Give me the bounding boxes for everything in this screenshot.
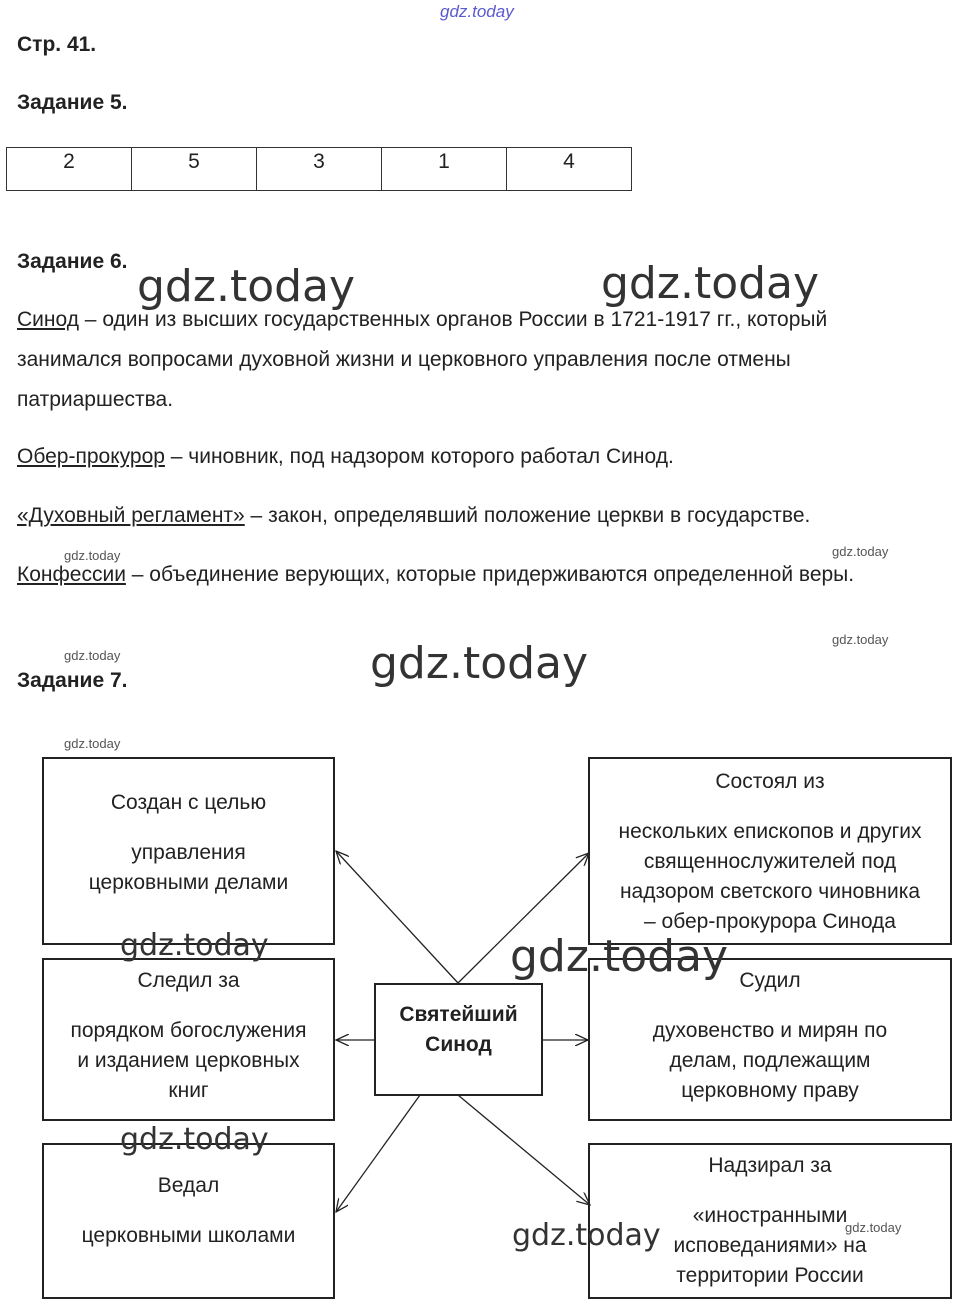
box-line: духовенство и мирян по (652, 1019, 888, 1042)
box-heading: Состоял из (715, 770, 825, 793)
watermark-small: gdz.today (832, 632, 889, 647)
watermark-small: gdz.today (64, 648, 121, 663)
box-line: книг (168, 1079, 209, 1102)
center-line: Синод (425, 1033, 492, 1056)
box-heading: Следил за (137, 969, 240, 992)
box-line: делам, подлежащим (669, 1049, 871, 1072)
box-heading: Ведал (157, 1174, 220, 1197)
box-judged (588, 958, 952, 1121)
box-line: церковными школами (81, 1224, 296, 1247)
box-managed (42, 1143, 335, 1299)
definition-text: – один из высших государственных органов России в 1721-1917 гг., который занимался вопросами духовной жизни и церковного управления после отмены патриаршества. (17, 308, 828, 411)
box-heading: Создан с целью (110, 791, 267, 814)
answer-cell: 2 (7, 148, 132, 191)
answer-cell: 3 (257, 148, 382, 191)
box-heading: Надзирал за (708, 1154, 832, 1177)
arrow-top-left (336, 851, 458, 983)
box-line: церковному праву (681, 1079, 859, 1102)
term-link: Обер-прокурор (17, 445, 165, 468)
watermark-large: gdz.today (601, 258, 820, 309)
box-created-for (42, 757, 335, 945)
box-line: священнослужителей под (643, 850, 897, 873)
box-line: исповеданиями» на (673, 1234, 867, 1257)
box-line: управления (131, 841, 246, 864)
box-line: церковными делами (88, 871, 289, 894)
answer-cell: 4 (507, 148, 632, 191)
definition-text: – объединение верующих, которые придерживаются определенной веры. (125, 563, 855, 586)
definition-text: – закон, определявший положение церкви в государстве. (244, 504, 811, 527)
answer-cell: 1 (382, 148, 507, 191)
term-link: «Духовный регламент» (17, 504, 245, 527)
box-line: территории России (676, 1264, 864, 1287)
box-line: надзором светского чиновника (619, 880, 921, 903)
box-line: нескольких епископов и других (618, 820, 922, 843)
arrow-bot-right (458, 1095, 590, 1205)
box-heading: Судил (739, 969, 801, 992)
watermark-large: gdz.today (510, 931, 729, 982)
watermark-small: gdz.today (832, 544, 889, 559)
task5-heading: Задание 5. (17, 91, 128, 114)
watermark-large: gdz.today (120, 928, 269, 963)
arrow-bot-left (336, 1095, 420, 1212)
answer-cell: 5 (132, 148, 257, 191)
page-reference: Стр. 41. (17, 33, 97, 56)
box-holy-synod (374, 983, 543, 1096)
box-line: – обер-прокурора Синода (644, 910, 896, 933)
box-line: порядком богослужения (70, 1019, 307, 1042)
term-link: Конфессии (17, 563, 126, 586)
box-supervised (42, 958, 335, 1121)
term-link: Синод (17, 308, 79, 331)
watermark-large: gdz.today (370, 638, 589, 689)
task6-heading: Задание 6. (17, 250, 128, 273)
watermark-large: gdz.today (512, 1218, 661, 1253)
definition-text: – чиновник, под надзором которого работал Синод. (164, 445, 674, 468)
box-line: и изданием церковных (77, 1049, 300, 1072)
box-consisted-of (588, 757, 952, 945)
watermark-top: gdz.today (440, 2, 514, 21)
watermark-large: gdz.today (120, 1122, 269, 1157)
watermark-small: gdz.today (64, 736, 121, 751)
box-line: «иностранными (692, 1204, 848, 1227)
task7-heading: Задание 7. (17, 669, 128, 692)
watermark-small: gdz.today (64, 548, 121, 563)
center-line: Святейший (399, 1003, 518, 1026)
watermark-small: gdz.today (845, 1220, 902, 1235)
watermark-large: gdz.today (137, 261, 356, 312)
